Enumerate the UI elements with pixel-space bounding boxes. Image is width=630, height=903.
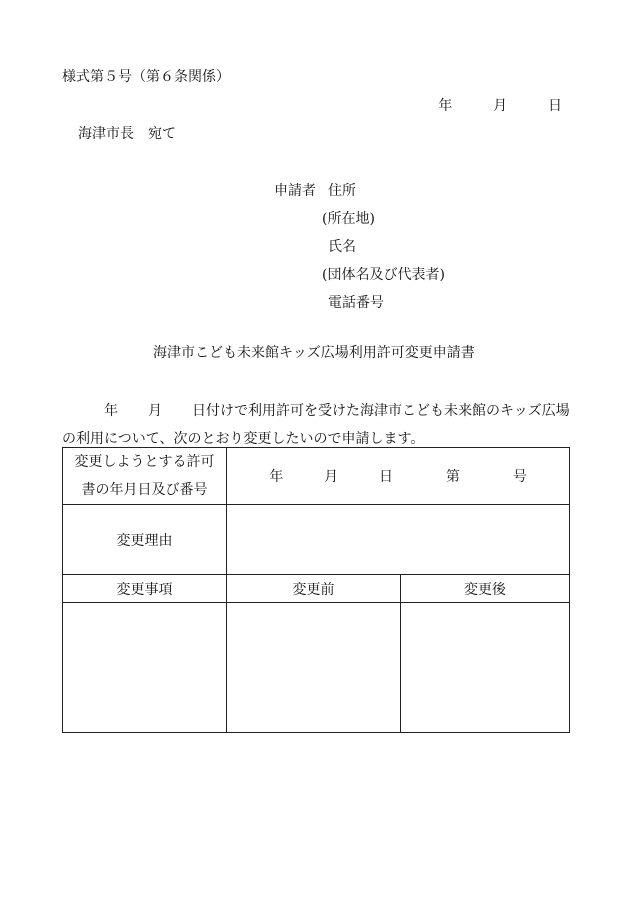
submission-date — [438, 99, 562, 113]
permit-month-label: 月 — [324, 469, 339, 485]
table-row — [63, 603, 570, 733]
body-text-line2: の利用について、次のとおり変更したいので申請します。 — [62, 431, 425, 447]
applicant-name-label: 氏名 — [328, 239, 356, 255]
applicant-address-note: (所在地) — [322, 211, 375, 227]
permit-label-line2: 書の年月日及び番号 — [81, 482, 208, 498]
before-field[interactable] — [227, 603, 401, 733]
header-after: 変更後 — [401, 575, 570, 603]
body-text-line1 — [104, 404, 570, 418]
permit-label-cell — [63, 448, 227, 505]
reason-field[interactable] — [227, 505, 570, 575]
header-before: 変更前 — [227, 575, 401, 603]
date-month-label: 月 — [493, 98, 508, 114]
reason-row — [63, 505, 570, 575]
reason-label-cell: 変更理由 — [63, 505, 227, 575]
applicant-name-note: (団体名及び代表者) — [322, 267, 445, 283]
change-request-table — [62, 447, 570, 733]
permit-year-label: 年 — [269, 469, 284, 485]
header-change-item: 変更事項 — [63, 575, 227, 603]
applicant-phone-label: 電話番号 — [328, 295, 384, 311]
permit-day-label: 日 — [379, 469, 393, 485]
permit-number-suffix: 号 — [512, 469, 527, 485]
permit-row — [63, 448, 570, 505]
body-month-label: 月 — [148, 403, 162, 419]
after-field[interactable] — [401, 603, 570, 733]
applicant-label: 申請者 — [274, 183, 316, 199]
table-header-row — [63, 575, 570, 603]
date-year-label: 年 — [438, 98, 453, 114]
applicant-address-label: 住所 — [328, 183, 356, 199]
addressee: 海津市長 宛て — [78, 126, 176, 142]
body-year-label: 年 — [104, 403, 118, 419]
permit-number-prefix: 第 — [445, 469, 460, 485]
permit-date-number-field[interactable] — [227, 448, 570, 505]
date-day-label: 日 — [548, 98, 562, 114]
change-item-field[interactable] — [63, 603, 227, 733]
body-text-1: 日付けで利用許可を受けた海津市こども未来館のキッズ広場 — [192, 403, 570, 419]
form-number: 様式第５号（第６条関係） — [62, 69, 230, 85]
permit-label-line1: 変更しようとする許可 — [74, 454, 215, 470]
document-title: 海津市こども未来館キッズ広場利用許可変更申請書 — [153, 345, 475, 361]
